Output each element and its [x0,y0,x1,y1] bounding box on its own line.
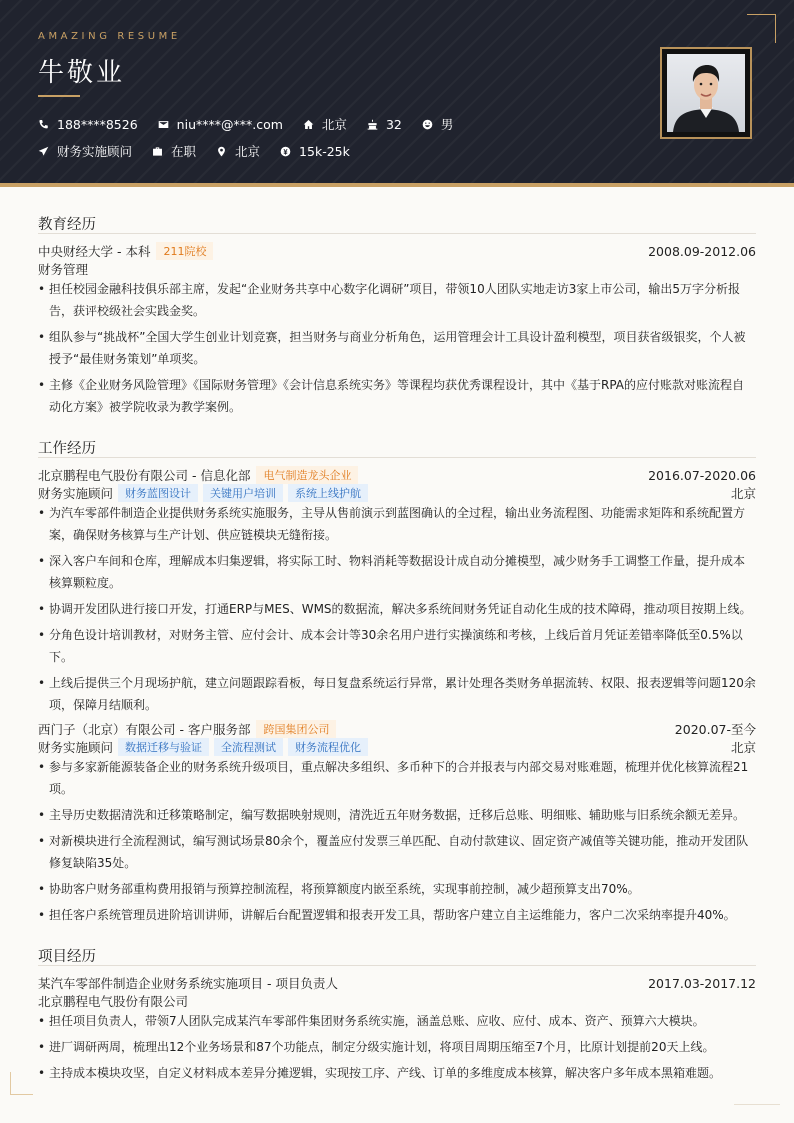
education-date: 2008.09-2012.06 [648,243,756,259]
section-title-projects: 项目经历 [38,949,96,965]
list-item: • 主修《企业财务风险管理》《国际财务管理》《会计信息系统实务》等课程均获优秀课程设计，其中《基于RPA的应付账款对账流程自动化方案》被学院收录为教学案例。 [38,378,745,414]
corner-ornament [10,1072,33,1095]
briefcase-icon [152,146,163,157]
position-text: 财务实施顾问 [57,144,133,159]
school-name: 中央财经大学 - 本科 [38,244,151,259]
skill-tag: 关键用户培训 [203,484,283,502]
location-pin-icon [216,146,227,157]
list-item: • 分角色设计培训教材，对财务主管、应付会计、成本会计等30余名用户进行实操演练和考核，上线后首月凭证差错率降低至0.5%以下。 [38,628,743,664]
list-item: • 担任项目负责人，带领7人团队完成某汽车零部件集团财务系统实施，涵盖总账、应收、应付、成本、资产、预算六大模块。 [38,1014,705,1028]
job-role: 财务实施顾问 [38,486,114,501]
intent-row [38,142,370,160]
section-title-education: 教育经历 [38,217,96,233]
header-accent-rule [0,183,794,187]
list-item: • 对新模块进行全流程测试，编写测试场景80余个，覆盖应付发票三单匹配、自动付款建议、固定资产减值等关键功能，推动开发团队修复缺陷35处。 [38,834,749,870]
age-text: 32 [385,116,402,132]
list-item: • 担任客户系统管理员进阶培训讲师，讲解后台配置逻辑和报表开发工具，帮助客户建立自主运维能力，客户二次采纳率提升40%。 [38,908,736,922]
position-item [38,142,132,160]
job-role-row [38,484,756,502]
portrait-illustration [667,54,745,132]
education-major: 财务管理 [38,262,89,277]
resume-kicker: AMAZING RESUME [38,31,181,42]
list-item: • 主持成本模块攻坚，自定义材料成本差异分摊逻辑，实现按工序、产线、订单的多维度成本核算，解决客户多年成本黑箱难题。 [38,1066,722,1080]
profile-photo-frame [660,47,752,139]
job-city: 北京 [730,740,756,755]
list-item: • 进厂调研两周，梳理出12个业务场景和87个功能点，制定分级实施计划，将项目周期压缩至7个月，比原计划提前20天上线。 [38,1040,715,1054]
skill-tag: 全流程测试 [214,738,283,756]
project-name: 某汽车零部件制造企业财务系统实施项目 - 项目负责人 [38,976,338,991]
job-header-row [38,720,756,738]
gender-item [422,115,454,133]
email-item [158,117,283,132]
candidate-name: 牛敬业 [38,58,126,88]
corner-ornament [747,14,776,43]
job-role-row [38,738,756,756]
email-icon [158,119,169,130]
section-divider [38,965,756,966]
project-date: 2017.03-2017.12 [648,975,756,991]
salary-text: 15k-25k [299,143,350,159]
project-company-row [38,992,756,1010]
list-item: • 组队参与“挑战杯”全国大学生创业计划竞赛，担当财务与商业分析角色，运用管理会计工具设计盈利模型，项目获省级银奖，个人被授予“最佳财务策划”单项奖。 [38,330,746,366]
send-icon [38,146,49,157]
phone-item [38,117,138,132]
home-icon [303,119,314,130]
intent-city-text: 北京 [235,144,261,159]
job-city: 北京 [730,486,756,501]
contact-row [38,115,473,133]
job-role: 财务实施顾问 [38,740,114,755]
money-icon [280,146,291,157]
job-date: 2020.07-至今 [674,722,756,737]
status-item [152,142,196,160]
skill-tag: 系统上线护航 [288,484,368,502]
list-item: • 深入客户车间和仓库，理解成本归集逻辑，将实际工时、物料消耗等数据设计成自动分摊模型，减少财务手工调整工作量，提升成本核算颗粒度。 [38,554,746,590]
intent-city-item [216,142,260,160]
phone-icon [38,119,49,130]
resume-header [0,0,794,183]
smile-icon [422,119,433,130]
section-title-work: 工作经历 [38,441,96,457]
section-divider [38,233,756,234]
city-item [303,115,347,133]
name-underline [38,95,80,97]
skill-tag: 财务流程优化 [288,738,368,756]
section-divider [38,457,756,458]
company-name: 北京鹏程电气股份有限公司 - 信息化部 [38,468,251,483]
job-header-row [38,466,756,484]
list-item: • 参与多家新能源装备企业的财务系统升级项目，重点解决多组织、多币种下的合并报表与内部交易对账难题，梳理并优化核算流程21项。 [38,760,749,796]
age-item [367,117,402,132]
list-item: • 为汽车零部件制造企业提供财务系统实施服务，主导从售前演示到蓝图确认的全过程，输出业务流程图、功能需求矩阵和系统配置方案，确保财务核算与生产计划、供应链模块无缝衔接。 [38,506,746,542]
list-item: • 协调开发团队进行接口开发，打通ERP与MES、WMS的数据流，解决多系统间财务凭证自动化生成的技术障碍，推动项目按期上线。 [38,602,752,616]
cake-icon [367,119,378,130]
company-name: 西门子（北京）有限公司 - 客户服务部 [38,722,251,737]
company-tag: 电气制造龙头企业 [256,466,358,484]
status-text: 在职 [171,144,197,159]
profile-photo [667,54,745,132]
list-item: • 协助客户财务部重构费用报销与预算控制流程，将预算额度内嵌至系统，实现事前控制，减少超预算支出70%。 [38,882,640,896]
email-text: niu****@***.com [176,116,283,132]
salary-item [280,144,350,159]
corner-ornament [734,1104,780,1105]
school-tag: 211院校 [156,242,213,260]
education-major-row [38,260,756,278]
list-item: • 上线后提供三个月现场护航，建立问题跟踪看板，每日复盘系统运行异常，累计处理各类财务单据流转、权限、报表逻辑等问题120余项，保障月结顺利。 [38,676,756,712]
project-company: 北京鹏程电气股份有限公司 [38,994,189,1009]
skill-tag: 数据迁移与验证 [118,738,209,756]
project-header-row [38,974,756,992]
job-date: 2016.07-2020.06 [648,467,756,483]
phone-text: 188****8526 [57,116,138,132]
list-item: • 担任校园金融科技俱乐部主席，发起“企业财务共享中心数字化调研”项目，带领10人团队实地走访3家上市公司，输出5万字分析报告，获评校级社会实践金奖。 [38,282,740,318]
list-item: • 主导历史数据清洗和迁移策略制定，编写数据映射规则，清洗近五年财务数据，迁移后总账、明细账、辅助账与旧系统余额无差异。 [38,808,746,822]
city-text: 北京 [321,117,347,132]
gender-text: 男 [440,117,454,132]
skill-tag: 财务蓝图设计 [118,484,198,502]
company-tag: 跨国集团公司 [256,720,336,738]
education-header-row [38,242,756,260]
